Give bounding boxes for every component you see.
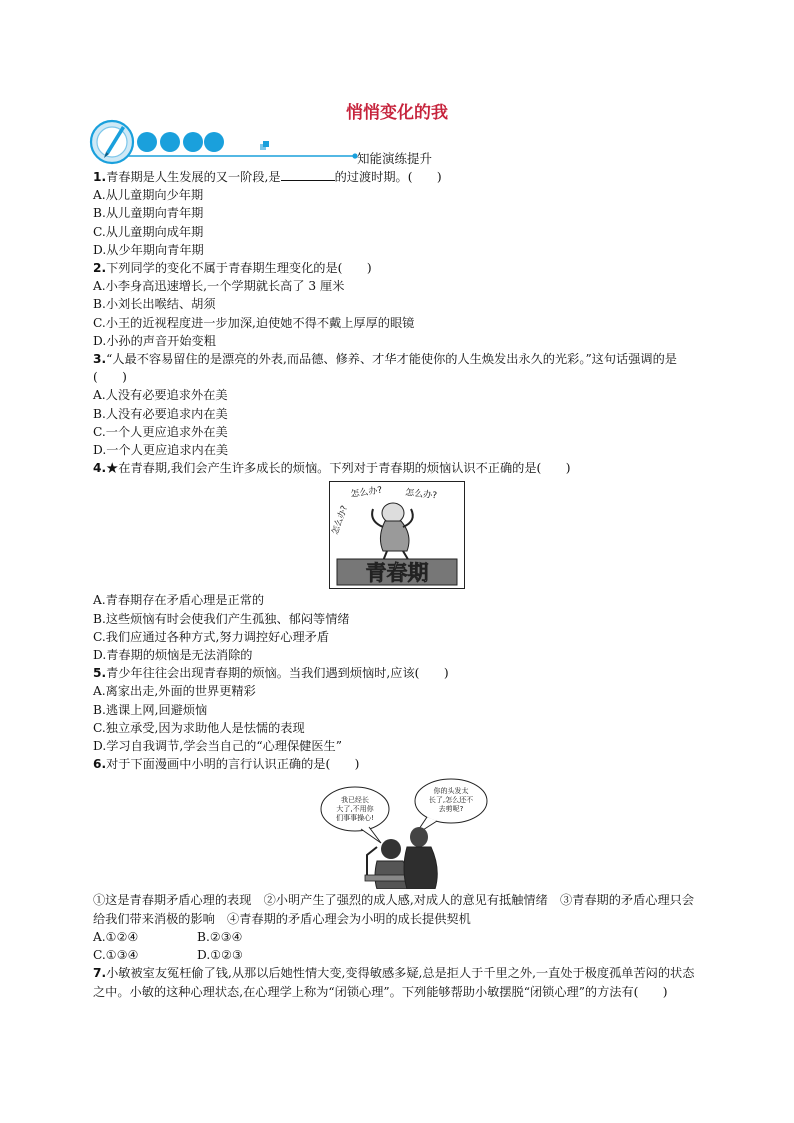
svg-text:大了,不用你: 大了,不用你	[336, 805, 374, 814]
option-4d[interactable]: D.青春期的烦恼是无法消除的	[93, 648, 253, 663]
svg-text:我已经长: 我已经长	[341, 796, 369, 805]
boy-head	[381, 839, 401, 859]
option-4b[interactable]: B.这些烦恼有时会使我们产生孤独、郁闷等情绪	[93, 611, 350, 626]
option-6b[interactable]: B.②③④	[197, 929, 243, 944]
question-list	[93, 168, 703, 1001]
option-6c[interactable]: C.①③④	[93, 948, 139, 963]
option-2a[interactable]: A.小李身高迅速增长,一个学期就长高了 3 厘米	[93, 279, 345, 294]
page-title: 悄悄变化的我	[346, 103, 448, 123]
section-label: 知能演练提升	[357, 151, 433, 166]
bubble-text-3: 怎么办?	[330, 504, 351, 537]
svg-text:你的头发太: 你的头发太	[433, 787, 469, 796]
banner-dot-2	[160, 132, 180, 152]
option-1d[interactable]: D.从少年期向青年期	[93, 242, 204, 257]
banner-dot-3	[183, 132, 203, 152]
answer-blank[interactable]	[281, 168, 335, 181]
banner-dot-1	[137, 132, 157, 152]
character-head	[382, 503, 404, 523]
option-3a[interactable]: A.人没有必要追求外在美	[93, 388, 228, 403]
svg-text:长了,怎么还不: 长了,怎么还不	[428, 796, 474, 805]
option-2b[interactable]: B.小刘长出喉结、胡须	[93, 297, 216, 312]
option-3c[interactable]: C.一个人更应追求外在美	[93, 424, 228, 439]
mother-head	[410, 827, 428, 847]
svg-text:去剪呢?: 去剪呢?	[438, 805, 464, 814]
banner-dot-4	[204, 132, 224, 152]
option-4c[interactable]: C.我们应通过各种方式,努力调控好心理矛盾	[93, 629, 330, 644]
option-5c[interactable]: C.独立承受,因为求助他人是怯懦的表现	[93, 720, 305, 735]
question-3: 3.“人最不容易留住的是漂亮的外表,而品德、修养、才华才能使你的人生焕发出永久的光彩。”这句话强调的是( )	[93, 352, 677, 385]
question-7: 7.小敏被室友冤枉偷了钱,从那以后她性情大变,变得敏感多疑,总是拒人于千里之外,一直处于极度孤单苦闷的状态之中。小敏的这种心理状态,在心理学上称为“闭锁心理”。下列能够帮助小敏摆脱“闭锁心理”的方法有( )	[93, 966, 695, 999]
svg-text:们事事操心!: 们事事操心!	[336, 814, 374, 823]
question-6: 6.对于下面漫画中小明的言行认识正确的是( )	[93, 757, 360, 772]
bubble-text-2: 怎么办?	[404, 488, 438, 502]
option-6a[interactable]: A.①②④	[93, 929, 139, 944]
option-5b[interactable]: B.逃课上网,回避烦恼	[93, 702, 208, 717]
options-row-6a	[93, 928, 703, 946]
option-1b[interactable]: B.从儿童期向青年期	[93, 206, 204, 221]
question-4: 4.★在青春期,我们会产生许多成长的烦恼。下列对于青春期的烦恼认识不正确的是( )	[93, 461, 571, 476]
option-2c[interactable]: C.小王的近视程度进一步加深,迫使她不得不戴上厚厚的眼镜	[93, 315, 415, 330]
cartoon-xiaoming-haircut	[311, 777, 491, 889]
option-5d[interactable]: D.学习自我调节,学会当自己的“心理保健医生”	[93, 739, 342, 754]
option-5a[interactable]: A.离家出走,外面的世界更精彩	[93, 684, 256, 699]
question-2: 2.下列同学的变化不属于青春期生理变化的是( )	[93, 261, 372, 276]
option-6d[interactable]: D.①②③	[197, 948, 243, 963]
option-2d[interactable]: D.小孙的声音开始变粗	[93, 333, 216, 348]
banner-text: 青春期	[365, 561, 429, 586]
cartoon-adolescence-worries	[329, 481, 465, 589]
question-1: 1.青春期是人生发展的又一阶段,是 的过渡时期。( )	[93, 170, 442, 184]
question-5: 5.青少年往往会出现青春期的烦恼。当我们遇到烦恼时,应该( )	[93, 666, 449, 681]
options-row-6b	[93, 946, 703, 964]
mother-body	[404, 847, 437, 889]
statements-6: ①这是青春期矛盾心理的表现 ②小明产生了强烈的成人感,对成人的意见有抵触情绪 ③青春期的矛盾心理只会给我们带来消极的影响 ④青春期的矛盾心理会为小明的成长提供契机	[93, 893, 695, 926]
option-1a[interactable]: A.从儿童期向少年期	[93, 188, 204, 203]
option-3d[interactable]: D.一个人更应追求内在美	[93, 443, 229, 458]
option-1c[interactable]: C.从儿童期向成年期	[93, 224, 204, 239]
option-3b[interactable]: B.人没有必要追求内在美	[93, 406, 228, 421]
option-4a[interactable]: A.青春期存在矛盾心理是正常的	[93, 593, 265, 608]
bubble-text-1: 怎么办?	[350, 486, 383, 501]
